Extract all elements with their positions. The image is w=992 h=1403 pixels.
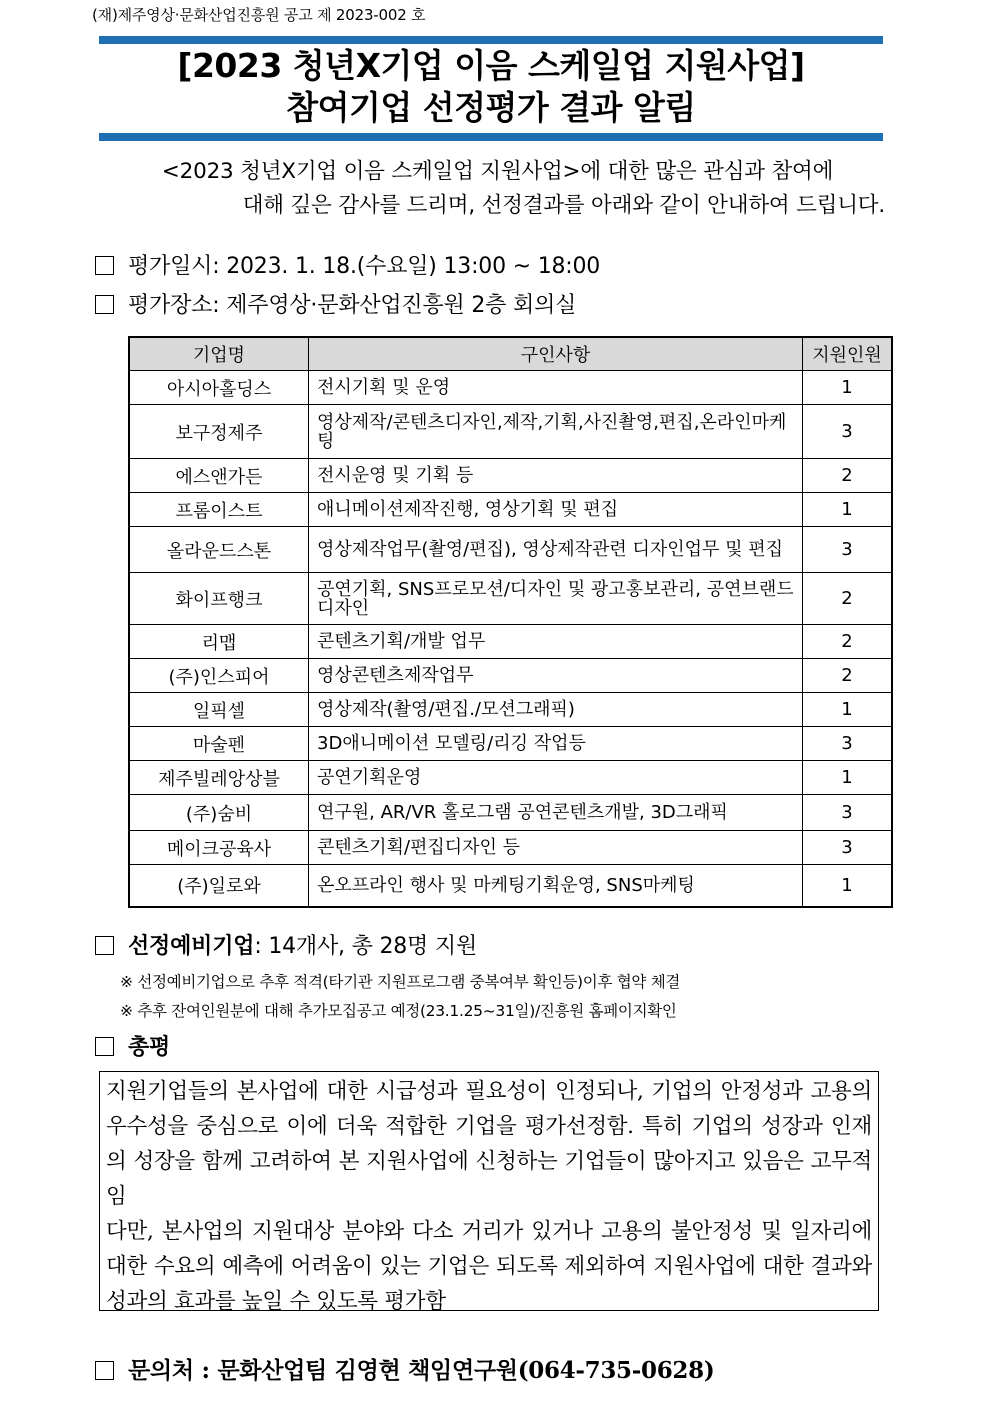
company-name: 일픽셀 <box>129 693 309 727</box>
company-name: (주)인스피어 <box>129 659 309 693</box>
headcount: 2 <box>803 573 893 625</box>
requirement: 콘텐츠기획/개발 업무 <box>309 625 803 659</box>
intro-line-1: <2023 청년X기업 이음 스케일업 지원사업>에 대한 많은 관심과 참여에 <box>161 159 834 184</box>
requirement: 영상제작/콘텐츠디자인,제작,기획,사진촬영,편집,온라인마케팅 <box>309 405 803 459</box>
intro-paragraph <box>110 155 885 223</box>
header-company: 기업명 <box>129 337 309 371</box>
requirement: 온오프라인 행사 및 마케팅기획운영, SNS마케팅 <box>309 865 803 907</box>
headcount: 2 <box>803 659 893 693</box>
company-name: 리맵 <box>129 625 309 659</box>
title-line-2: 참여기업 선정평가 결과 알림 <box>286 88 696 127</box>
requirement: 전시운영 및 기획 등 <box>309 459 803 493</box>
company-name: (주)숨비 <box>129 795 309 831</box>
table-row <box>129 795 892 831</box>
review-paragraph-1: 지원기업들의 본사업에 대한 시급성과 필요성이 인정되나, 기업의 안정성과 고용의 우수성을 중심으로 이에 더욱 적합한 기업을 평가선정함. 특히 기업의 성장과 인재의 성장을 함께 고려하여 본 지원사업에 신청하는 기업들이 많아지고 있음은 고무적임 <box>106 1079 872 1209</box>
company-name: (주)일로와 <box>129 865 309 907</box>
company-name: 에스앤가든 <box>129 459 309 493</box>
eval-date-item <box>95 249 600 280</box>
review-heading <box>95 1030 170 1061</box>
eval-place-item <box>95 288 576 319</box>
requirement: 영상콘텐츠제작업무 <box>309 659 803 693</box>
table-row <box>129 865 892 907</box>
requirement: 공연기획운영 <box>309 761 803 795</box>
page-title <box>99 45 883 129</box>
checkbox-icon <box>95 1037 114 1056</box>
contact-line <box>95 1352 714 1385</box>
headcount: 3 <box>803 727 893 761</box>
table-header-row <box>129 337 892 371</box>
title-line-1: [2023 청년X기업 이음 스케일업 지원사업] <box>177 46 805 85</box>
company-name: 화이프행크 <box>129 573 309 625</box>
notice-number: (재)제주영상·문화산업진흥원 공고 제 2023-002 호 <box>92 6 426 24</box>
requirement: 영상제작업무(촬영/편집), 영상제작관련 디자인업무 및 편집 <box>309 527 803 573</box>
checkbox-icon <box>95 1361 114 1380</box>
checkbox-icon <box>95 936 114 955</box>
intro-line-2: 대해 깊은 감사를 드리며, 선정결과를 아래와 같이 안내하여 드립니다. <box>242 193 885 218</box>
table-row <box>129 459 892 493</box>
headcount: 1 <box>803 493 893 527</box>
checkbox-icon <box>95 295 114 314</box>
table-row <box>129 727 892 761</box>
selected-label: 선정예비기업 <box>128 933 255 959</box>
contact-info: 문의처 : 문화산업팀 김영현 책임연구원(064-735-0628) <box>128 1357 715 1384</box>
company-name: 보구정제주 <box>129 405 309 459</box>
headcount: 1 <box>803 865 893 907</box>
headcount: 1 <box>803 761 893 795</box>
review-text-box <box>99 1071 879 1314</box>
headcount: 3 <box>803 795 893 831</box>
title-bar-bottom <box>99 133 883 141</box>
selected-summary <box>95 929 477 960</box>
table-row <box>129 761 892 795</box>
table-row <box>129 831 892 865</box>
company-name: 올라운드스톤 <box>129 527 309 573</box>
requirement: 콘텐츠기획/편집디자인 등 <box>309 831 803 865</box>
requirement: 애니메이션제작진행, 영상기획 및 편집 <box>309 493 803 527</box>
note-2: ※ 추후 잔여인원분에 대해 추가모집공고 예정(23.1.25~31일)/진흥원 홈페이지확인 <box>120 1002 677 1020</box>
table-row <box>129 573 892 625</box>
requirement: 영상제작(촬영/편집./모션그래픽) <box>309 693 803 727</box>
company-name: 아시아홀딩스 <box>129 371 309 405</box>
checkbox-icon <box>95 256 114 275</box>
headcount: 3 <box>803 405 893 459</box>
company-name: 메이크공육사 <box>129 831 309 865</box>
selected-value: : 14개사, 총 28명 지원 <box>254 934 477 959</box>
header-requirements: 구인사항 <box>309 337 803 371</box>
eval-date: 평가일시: 2023. 1. 18.(수요일) 13:00 ~ 18:00 <box>128 254 601 279</box>
header-headcount: 지원인원 <box>803 337 893 371</box>
selected-firms-table <box>128 336 893 908</box>
requirement: 연구원, AR/VR 홀로그램 공연콘텐츠개발, 3D그래픽 <box>309 795 803 831</box>
requirement: 공연기획, SNS프로모션/디자인 및 광고홍보관리, 공연브랜드디자인 <box>309 573 803 625</box>
review-label: 총평 <box>128 1034 171 1060</box>
headcount: 2 <box>803 459 893 493</box>
requirement: 3D애니메이션 모델링/리깅 작업등 <box>309 727 803 761</box>
headcount: 1 <box>803 371 893 405</box>
headcount: 3 <box>803 527 893 573</box>
company-name: 마술펜 <box>129 727 309 761</box>
table-row <box>129 659 892 693</box>
table-row <box>129 493 892 527</box>
headcount: 3 <box>803 831 893 865</box>
note-1: ※ 선정예비기업으로 추후 적격(타기관 지원프로그램 중복여부 확인등)이후 협약 체결 <box>120 973 681 991</box>
table-row <box>129 527 892 573</box>
requirement: 전시기획 및 운영 <box>309 371 803 405</box>
table-row <box>129 693 892 727</box>
company-name: 프롬이스트 <box>129 493 309 527</box>
headcount: 2 <box>803 625 893 659</box>
table-row <box>129 371 892 405</box>
table-row <box>129 405 892 459</box>
review-paragraph-2: 다만, 본사업의 지원대상 분야와 다소 거리가 있거나 고용의 불안정성 및 일자리에 대한 수요의 예측에 어려움이 있는 기업은 되도록 제외하여 지원사업에 대한 결과와 성과의 효과를 높일 수 있도록 평가함 <box>106 1219 872 1314</box>
table-row <box>129 625 892 659</box>
eval-place: 평가장소: 제주영상·문화산업진흥원 2층 회의실 <box>128 293 577 318</box>
company-name: 제주빌레앙상블 <box>129 761 309 795</box>
title-bar-top <box>99 36 883 44</box>
headcount: 1 <box>803 693 893 727</box>
